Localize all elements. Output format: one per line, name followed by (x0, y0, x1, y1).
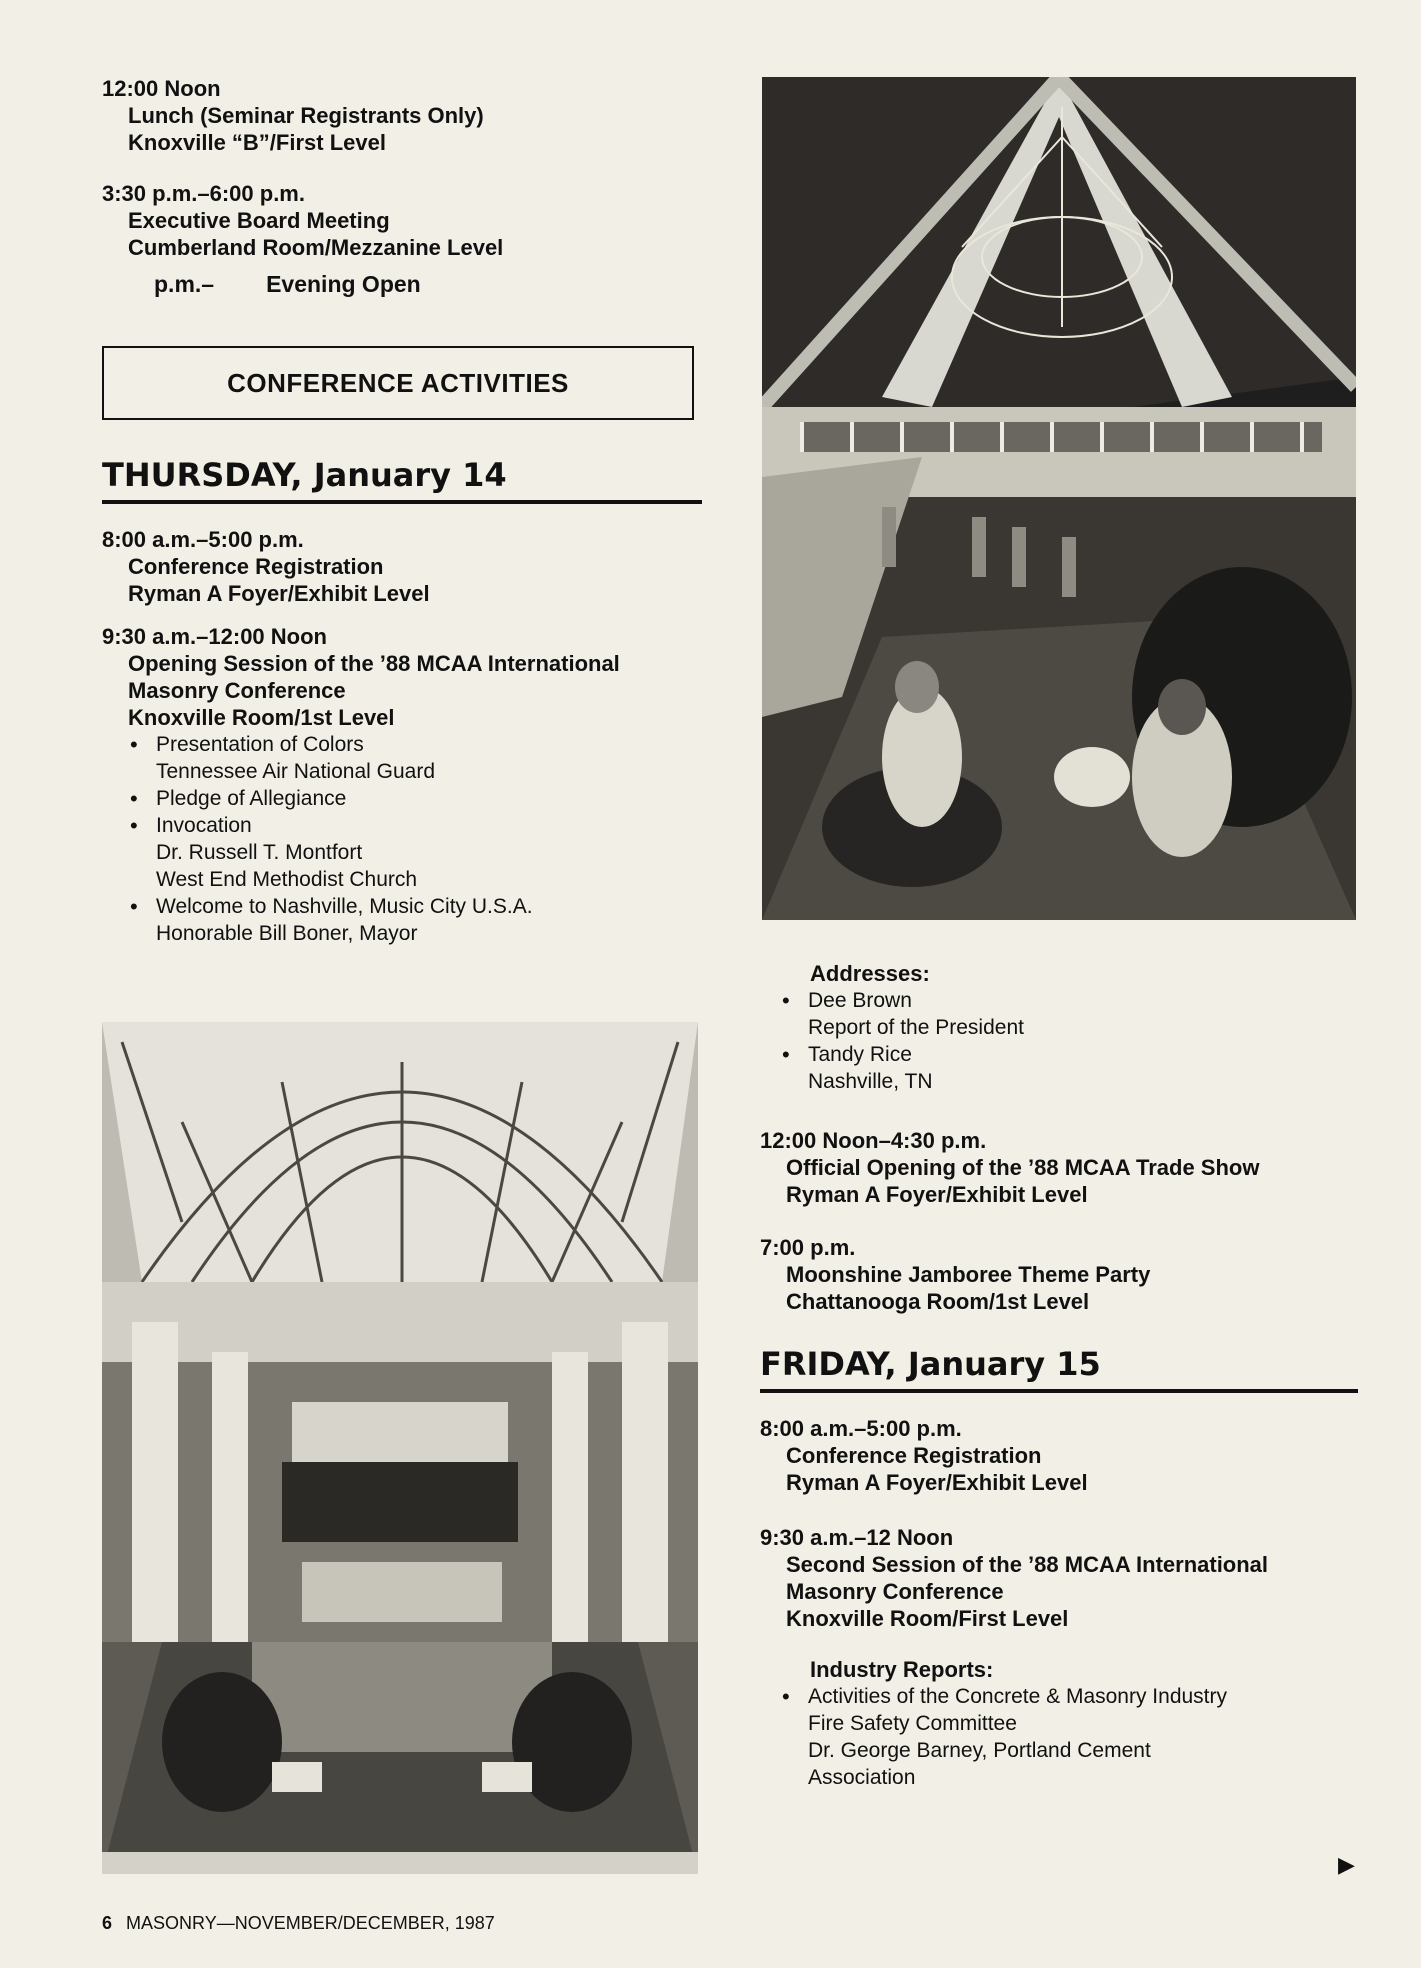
event-line: Conference Registration (128, 554, 384, 579)
event-lunch (102, 75, 702, 156)
event-time: 12:00 Noon–4:30 p.m. (760, 1128, 987, 1153)
event-trade-show (760, 1127, 1360, 1208)
event-line: Knoxville Room/First Level (786, 1606, 1069, 1631)
evening-open (154, 271, 702, 298)
list-item (130, 812, 702, 893)
event-theme-party (760, 1234, 1360, 1315)
addresses-heading: Addresses: (810, 961, 930, 986)
industry-reports-block (760, 1656, 1360, 1791)
list-item (782, 987, 1360, 1041)
event-line: Conference Registration (786, 1443, 1042, 1468)
list-item-title: • Dee Brown (808, 989, 912, 1012)
list-item-title: • Welcome to Nashville, Music City U.S.A. (156, 895, 533, 918)
event-registration-fri (760, 1415, 1360, 1496)
evening-time: p.m.– (154, 271, 215, 297)
list-item-sub: Association (808, 1766, 916, 1789)
section-title-box (102, 346, 694, 420)
event-board-meeting (102, 180, 702, 261)
list-item-sub: Report of the President (808, 1016, 1024, 1039)
event-line: Ryman A Foyer/Exhibit Level (786, 1470, 1088, 1495)
event-line: Moonshine Jamboree Theme Party (786, 1262, 1151, 1287)
list-item-sub: Fire Safety Committee (808, 1712, 1017, 1735)
event-time: 9:30 a.m.–12 Noon (760, 1525, 954, 1550)
list-item-title: • Invocation (156, 814, 252, 837)
list-item (782, 1041, 1360, 1095)
event-line: Cumberland Room/Mezzanine Level (128, 235, 504, 260)
event-line: Opening Session of the ’88 MCAA International (128, 651, 620, 676)
list-item (782, 1683, 1360, 1791)
right-column (760, 960, 1360, 1791)
industry-heading: Industry Reports: (810, 1657, 994, 1682)
list-item-title: • Activities of the Concrete & Masonry Industry (808, 1685, 1228, 1708)
evening-label: Evening Open (266, 271, 421, 297)
list-item-sub: Dr. George Barney, Portland Cement (808, 1739, 1151, 1762)
event-time: 8:00 a.m.–5:00 p.m. (102, 527, 304, 552)
continue-arrow-icon: ▶ (1338, 1852, 1355, 1877)
event-line: Second Session of the ’88 MCAA International (786, 1552, 1269, 1577)
event-line: Ryman A Foyer/Exhibit Level (128, 581, 430, 606)
list-item (130, 731, 702, 785)
lobby-chandelier-photo (762, 77, 1356, 920)
left-column (102, 75, 702, 947)
page-footer (102, 1913, 495, 1934)
list-item-title: • Tandy Rice (808, 1043, 912, 1066)
list-item-title: • Presentation of Colors (156, 733, 364, 756)
industry-list (760, 1683, 1360, 1791)
event-time: 3:30 p.m.–6:00 p.m. (102, 181, 305, 206)
list-item-sub: Honorable Bill Boner, Mayor (156, 922, 418, 945)
list-item-sub: West End Methodist Church (156, 868, 418, 891)
event-time: 9:30 a.m.–12:00 Noon (102, 624, 327, 649)
addresses-block (760, 960, 1360, 1095)
event-line: Knoxville Room/1st Level (128, 705, 395, 730)
event-line: Knoxville “B”/First Level (128, 130, 386, 155)
thursday-heading: THURSDAY, January 14 (102, 456, 702, 504)
list-item (130, 893, 702, 947)
event-line: Masonry Conference (786, 1579, 1004, 1604)
list-item-sub: Tennessee Air National Guard (156, 760, 435, 783)
event-second-session (760, 1524, 1360, 1632)
list-item-title: • Pledge of Allegiance (156, 787, 347, 810)
footer-text: MASONRY—NOVEMBER/DECEMBER, 1987 (126, 1913, 495, 1933)
event-registration-thu (102, 526, 702, 607)
list-item-sub: Nashville, TN (808, 1070, 933, 1093)
event-opening-session (102, 623, 702, 947)
atrium-skylight-photo (102, 1022, 698, 1874)
event-line: Official Opening of the ’88 MCAA Trade Show (786, 1155, 1260, 1180)
list-item-sub: Dr. Russell T. Montfort (156, 841, 363, 864)
event-time: 8:00 a.m.–5:00 p.m. (760, 1416, 962, 1441)
addresses-list (760, 987, 1360, 1095)
friday-heading: FRIDAY, January 15 (760, 1345, 1358, 1393)
list-item (130, 785, 702, 812)
event-line: Executive Board Meeting (128, 208, 390, 233)
event-line: Ryman A Foyer/Exhibit Level (786, 1182, 1088, 1207)
event-line: Chattanooga Room/1st Level (786, 1289, 1090, 1314)
page-number: 6 (102, 1913, 113, 1933)
event-line: Lunch (Seminar Registrants Only) (128, 103, 484, 128)
event-time: 12:00 Noon (102, 76, 221, 101)
section-title: CONFERENCE ACTIVITIES (227, 367, 569, 398)
opening-session-list (102, 731, 702, 947)
event-time: 7:00 p.m. (760, 1235, 856, 1260)
event-line: Masonry Conference (128, 678, 346, 703)
